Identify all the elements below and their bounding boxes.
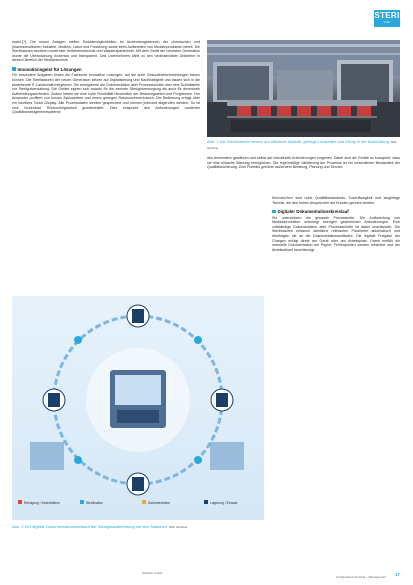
station-documentation	[127, 473, 149, 495]
brand-logo	[374, 10, 400, 27]
documentation-cycle-figure	[12, 296, 264, 520]
column-right-top	[207, 156, 400, 174]
legend-label: Lagerung / Einsatz	[210, 501, 238, 505]
footer-note: Steriline GmbH	[142, 571, 163, 575]
page-footer	[12, 572, 400, 580]
subheading-innovation	[12, 67, 200, 72]
legend-item	[18, 500, 60, 506]
page-number: 17	[394, 572, 400, 577]
legend-label: Reinigung / Desinfektion	[24, 501, 60, 505]
cycle-diagram	[12, 296, 264, 520]
legend-item	[142, 500, 170, 506]
body-paragraph: markt.[?]. Die neuen Anlagen stellen Einsatzmöglichkeiten im Anwendungsbereich der chemischen und pharmazeutischen Industrie, Medizin, Labor und Forschung sowie beim Aufbereiten von Medizinprodukten bereit. Die Sterilisatoren besitzen modernste Verfahrenstechnik und Wasserspartechnik. Mit dem Gerät der neuesten Generation wurde die Überwachung lückenlos und transparent. Das Unternehmen zählt zu den bedeutendsten Anbietern in diesem Bereich der Medizintechnik.	[12, 40, 200, 63]
journal-name: Krankenhaus-Technik + Management	[336, 575, 386, 579]
square-bullet-icon	[272, 210, 276, 214]
subheading-documentation	[272, 209, 400, 214]
figure-legend	[18, 500, 258, 516]
figure-caption	[12, 524, 264, 530]
column-right-lower	[272, 196, 400, 256]
photo-illustration	[207, 40, 400, 137]
body-paragraph: Für besondere Aufgaben finden die Fachleute innovative Lösungen, auf die auch Gesundheitseinrichtungen bauen können. Die Sterilisatoren der neuen Generation setzen auf Digitalisierung und Nachhaltigkeit und lassen sich in die bestehende IT-Landschaft integrieren. Sie ermöglichen die Dokumentation aller Prozessschritte über eine Schnittstelle zur Sterilgutverwaltung. Die Geräte eignen sich sowohl für die zentrale Sterilgutversorgung als auch für dezentrale Aufbereitungseinheiten. Zudem bieten sie eine hohe Flexibilität hinsichtlich der Beladungsarten und Programme. Der Anwender profitiert von kurzen Zykluszeiten und einem geringen Ressourcenverbrauch. Die Bedienung erfolgt über ein intuitives Touch-Display. Alle Prozessdaten werden gespeichert und können jederzeit abgerufen werden. So ist eine lückenlose Rückverfolgbarkeit gewährleistet. Dies entspricht den Anforderungen moderner Qualitätsmanagementsysteme.	[12, 73, 200, 115]
legend-label: Sterilisation	[86, 501, 104, 505]
column-left-top	[12, 40, 200, 119]
legend-label: Dokumentation	[148, 501, 171, 505]
logo-sub: LINE	[383, 21, 391, 24]
body-paragraph: des Anwenders gewähren und selbst auf individuelle Anforderungen eingehen. Dabei sind die Geräte so konzipiert, dass sie eine einfache Wartung ermöglichen. Die regelmäßige Validierung der Prozesse ist ein wesentlicher Bestandteil der Qualitätssicherung. Zum Portfolio gehören außerdem Beratung, Planung und Service.	[207, 156, 400, 170]
square-bullet-icon	[12, 67, 16, 71]
legend-swatch	[142, 500, 146, 504]
station-storage	[43, 389, 65, 411]
legend-item	[204, 500, 238, 506]
figure-credit: Bild: Steriline	[169, 525, 188, 529]
figure-caption-text: Abb. 2 Der digitale Dokumentationskreislauf der Sterilgutaufbereitung mit den Stationen.	[12, 524, 169, 529]
station-cleaning	[127, 305, 149, 327]
body-paragraph: Kennzeichen sind hohe Qualitätsstandards, Zuverlässigkeit und langlebige Technik, die den hohen Ansprüchen der Kunden gerecht werden.	[272, 196, 400, 205]
station-sterilization	[211, 389, 233, 411]
legend-swatch	[80, 500, 84, 504]
body-paragraph: Sie unterstützen die gesamte Prozesskette. Die Aufbereitung von Medizinprodukten unterliegt strengen gesetzlichen Anforderungen. Eine vollständige Dokumentation aller Prozessschritte ist daher unerlässlich. Die Sterilisatoren erfassen sämtliche relevanten Parameter automatisch und übertragen sie an die Dokumentationssoftware. Die digitale Freigabe der Chargen erfolgt direkt am Gerät oder am Arbeitsplatz. Damit entfällt die manuelle Dokumentation auf Papier. Fehlerquellen werden minimiert und der Arbeitsablauf beschleunigt.	[272, 215, 400, 252]
legend-item	[80, 500, 103, 506]
photo-caption	[207, 139, 400, 151]
photo-credit: Bild: Steriline	[207, 140, 398, 150]
legend-swatch	[204, 500, 208, 504]
subheading-text: Digitaler Dokumentationskreislauf	[277, 209, 349, 215]
photo-caption-text: Abb. 1 Die Sterilisatoren setzen auf effiziente Abläufe, geringe Laufzeiten und Erfolg in der Anwendung.	[207, 139, 390, 144]
legend-swatch	[18, 500, 22, 504]
subheading-text: Innovationsgeist für Lösungen	[17, 66, 82, 72]
logo-text: STERI	[374, 11, 400, 20]
sterilizer-photo	[207, 40, 400, 137]
